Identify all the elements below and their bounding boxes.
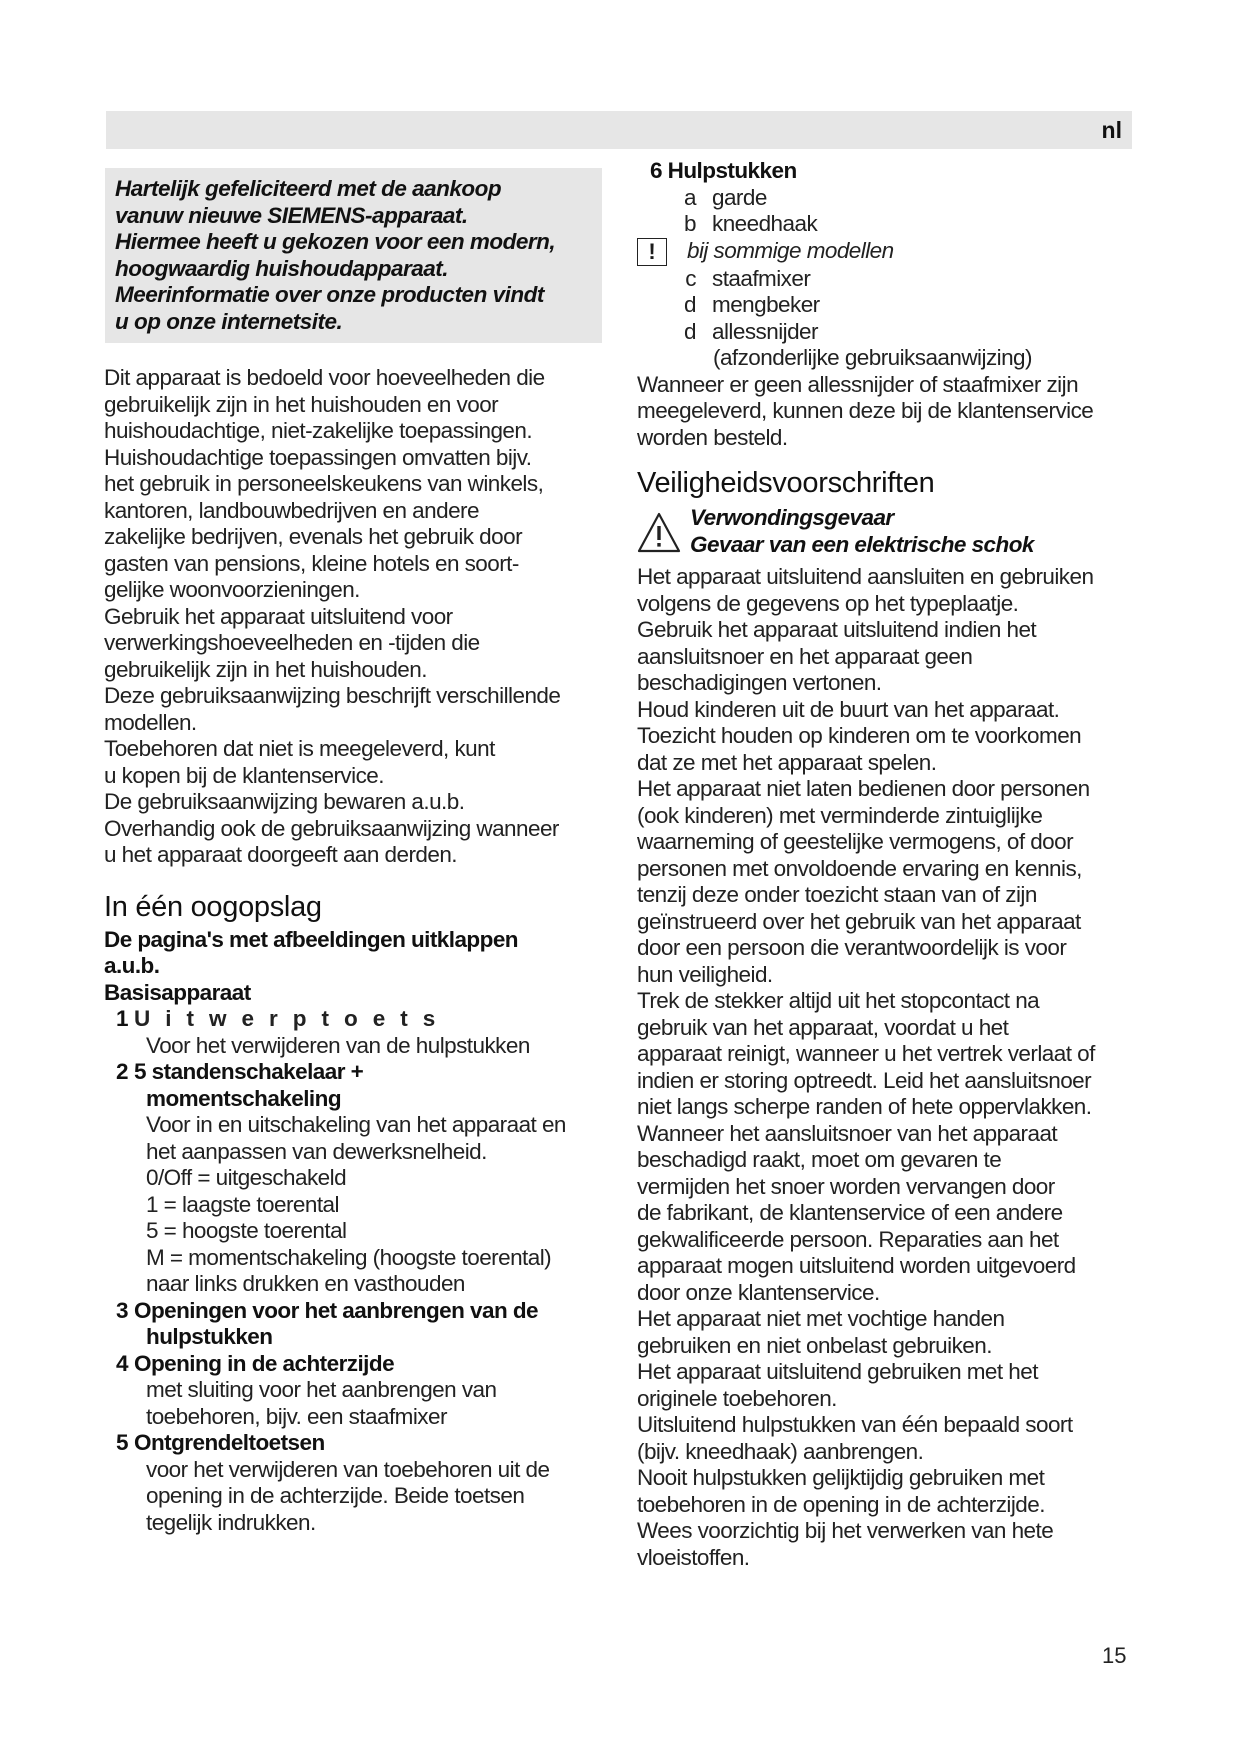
safety-heading: Veiligheidsvoorschriften: [637, 467, 935, 499]
text-line: gebruikelijk zijn in het huishouden en voor: [104, 391, 499, 417]
text-line: Hartelijk gefeliciteerd met de aankoop: [115, 176, 502, 201]
accessory-item: [637, 319, 1137, 346]
text-line: gelijke woonvoorzieningen.: [104, 577, 360, 602]
accessory-label: allessnijder: [712, 318, 818, 344]
text-line: gasten van pensions, kleine hotels en soort-: [104, 550, 519, 576]
text-line: apparaat reinigt, wanneer u het vertrek verlaat of: [637, 1041, 1095, 1066]
text-line: gebruik van het apparaat, voordat u het: [637, 1014, 1009, 1040]
text-line: Huishoudachtige toepassingen omvatten bijv.: [104, 444, 532, 470]
accessory-letter: a: [684, 184, 696, 210]
model-note: [637, 238, 1137, 266]
text-line: Het apparaat niet laten bedienen door personen: [637, 776, 1090, 801]
text-line: hoogwaardig huishoudapparaat.: [115, 255, 449, 281]
text-line: Verwondingsgevaar: [690, 505, 894, 530]
accessories-list-b: [637, 266, 1137, 346]
overview-item-1: [104, 1006, 604, 1033]
overview-item-3: [104, 1298, 604, 1325]
text-line: apparaat mogen uitsluitend worden uitgevoerd: [637, 1253, 1076, 1278]
text-line: volgens de gegevens op het typeplaatje.: [637, 590, 1019, 616]
item-title-continued: momentschakeling: [146, 1085, 342, 1111]
text-line: niet langs scherpe randen of hete oppervlakken.: [637, 1094, 1092, 1119]
overview-item-5: [104, 1430, 604, 1457]
text-line: toebehoren in de opening in de achterzijde.: [637, 1491, 1045, 1517]
text-line: Wanneer er geen allessnijder of staafmixer zijn: [637, 371, 1079, 397]
text-line: gekwalificeerde persoon. Reparaties aan het: [637, 1226, 1059, 1252]
item-number: 2: [116, 1059, 128, 1084]
item-description: voor het verwijderen van toebehoren uit de: [146, 1456, 550, 1482]
intro-text: [104, 365, 604, 869]
accessory-label: staafmixer: [712, 265, 811, 291]
text-line: u het apparaat doorgeeft aan derden.: [104, 842, 457, 867]
item-description: Voor in en uitschakeling van het apparaat en: [146, 1112, 566, 1137]
text-line: verwerkingshoeveelheden en -tijden die: [104, 630, 480, 655]
base-heading: Basisapparaat: [104, 979, 251, 1005]
accessory-item: [637, 292, 1137, 319]
item-description: 1 = laagste toerental: [146, 1191, 339, 1217]
text-line: Hiermee heeft u gekozen voor een modern,: [115, 229, 556, 254]
item-description: opening in de achterzijde. Beide toetsen: [146, 1483, 525, 1508]
item-title-continued: hulpstukken: [146, 1324, 273, 1349]
item-number: 1: [116, 1006, 128, 1031]
overview-item-4: [104, 1351, 604, 1378]
text-line: indien er storing optreedt. Leid het aansluitsnoer: [637, 1067, 1092, 1093]
text-line: De gebruiksaanwijzing bewaren a.u.b.: [104, 789, 465, 814]
warning-labels: [690, 505, 1034, 558]
text-line: geïnstrueerd over het gebruik van het apparaat: [637, 908, 1081, 934]
text-line: Gebruik het apparaat uitsluitend voor: [104, 603, 453, 629]
text-line: Gebruik het apparaat uitsluitend indien het: [637, 617, 1037, 642]
left-column: [104, 168, 604, 1536]
text-line: originele toebehoren.: [637, 1385, 837, 1411]
text-line: meegeleverd, kunnen deze bij de klantenservice: [637, 398, 1094, 423]
text-line: door onze klantenservice.: [637, 1279, 880, 1305]
item-description: Voor het verwijderen van de hulpstukken: [146, 1032, 530, 1058]
item-description: naar links drukken en vasthouden: [146, 1271, 465, 1296]
safety-text: [637, 564, 1137, 1571]
text-line: gebruiken en niet onbelast gebruiken.: [637, 1332, 992, 1358]
text-line: Dit apparaat is bedoeld voor hoeveelheden die: [104, 365, 545, 390]
accessory-label: mengbeker: [712, 292, 820, 317]
item-title: 5 standenschakelaar +: [134, 1059, 364, 1084]
warning-triangle-icon: [637, 511, 681, 555]
accessories-heading: 6 Hulpstukken: [650, 158, 797, 183]
text-line: Nooit hulpstukken gelijktijdig gebruiken met: [637, 1465, 1045, 1490]
text-line: Het apparaat niet met vochtige handen: [637, 1306, 1005, 1331]
text-line: vermijden het snoer worden vervangen door: [637, 1173, 1055, 1199]
accessory-item: [637, 185, 1137, 212]
text-line: (bijv. kneedhaak) aanbrengen.: [637, 1438, 924, 1464]
accessory-item: [637, 266, 1137, 293]
item-number: 5: [116, 1430, 128, 1455]
text-line: a.u.b.: [104, 953, 160, 978]
text-line: dat ze met het apparaat spelen.: [637, 749, 937, 775]
exclamation-icon: !: [637, 238, 667, 266]
text-line: gebruikelijk zijn in het huishouden.: [104, 656, 427, 682]
text-line: waarneming of geestelijke vermogens, of door: [637, 829, 1074, 854]
overview-heading: In één oogopslag: [104, 890, 322, 923]
language-code: nl: [1101, 117, 1122, 143]
text-line: modellen.: [104, 709, 197, 735]
text-line: aansluitsnoer en het apparaat geen: [637, 643, 973, 669]
overview-instruction: [104, 927, 604, 980]
text-line: huishoudachtige, niet-zakelijke toepassingen.: [104, 418, 533, 443]
item-title: Openingen voor het aanbrengen van de: [134, 1297, 539, 1323]
text-line: kantoren, landbouwbedrijven en andere: [104, 497, 479, 523]
text-line: beschadigingen vertonen.: [637, 670, 882, 695]
intro-box: [105, 168, 602, 343]
item-description: M = momentschakeling (hoogste toerental): [146, 1244, 552, 1270]
item-title: Uitwerptoets: [134, 1006, 451, 1031]
item-number: 3: [116, 1297, 128, 1323]
accessory-letter: d: [684, 292, 696, 317]
page-number: 15: [1102, 1643, 1127, 1668]
text-line: de fabrikant, de klantenservice of een andere: [637, 1200, 1063, 1225]
text-line: Het apparaat uitsluitend gebruiken met het: [637, 1359, 1038, 1384]
text-line: Deze gebruiksaanwijzing beschrijft verschillende: [104, 683, 561, 708]
text-line: Gevaar van een elektrische schok: [690, 531, 1034, 557]
separate-manual: (afzonderlijke gebruiksaanwijzing): [713, 345, 1032, 370]
text-line: Wees voorzichtig bij het verwerken van hete: [637, 1518, 1054, 1543]
text-line: worden besteld.: [637, 424, 788, 450]
text-line: tenzij deze onder toezicht staan van of zijn: [637, 882, 1037, 907]
overview-items: [104, 1006, 604, 1536]
text-line: Wanneer het aansluitsnoer van het apparaat: [637, 1120, 1058, 1146]
accessory-letter: b: [684, 211, 696, 236]
item-description: tegelijk indrukken.: [146, 1509, 316, 1535]
text-line: Toebehoren dat niet is meegeleverd, kunt: [104, 736, 495, 761]
item-description: met sluiting voor het aanbrengen van: [146, 1377, 497, 1402]
text-line: Meerinformatie over onze producten vindt: [115, 282, 544, 307]
warning-block: [637, 505, 1137, 558]
model-note-text: bij sommige modellen: [687, 238, 894, 264]
accessory-label: garde: [712, 184, 767, 210]
accessory-label: kneedhaak: [712, 211, 818, 236]
text-line: door een persoon die verantwoordelijk is voor: [637, 935, 1067, 960]
item-description: het aanpassen van dewerksnelheid.: [146, 1138, 487, 1164]
text-line: Trek de stekker altijd uit het stopcontact na: [637, 988, 1040, 1013]
text-line: hun veiligheid.: [637, 961, 773, 987]
item-title: Opening in de achterzijde: [134, 1350, 395, 1376]
accessories-list-a: [637, 185, 1137, 238]
order-note: [637, 372, 1137, 452]
item-description: toebehoren, bijv. een staafmixer: [146, 1403, 447, 1429]
text-line: het gebruik in personeelskeukens van winkels,: [104, 471, 544, 496]
item-description: 5 = hoogste toerental: [146, 1218, 347, 1243]
text-line: zakelijke bedrijven, evenals het gebruik door: [104, 524, 523, 549]
text-line: Toezicht houden op kinderen om te voorkomen: [637, 723, 1082, 748]
text-line: (ook kinderen) met verminderde zintuiglijke: [637, 802, 1043, 828]
accessory-item: [637, 211, 1137, 238]
item-description: 0/Off = uitgeschakeld: [146, 1165, 347, 1190]
text-line: De pagina's met afbeeldingen uitklappen: [104, 926, 518, 952]
accessory-letter: c: [685, 265, 696, 291]
right-column: [637, 158, 1137, 1571]
text-line: u kopen bij de klantenservice.: [104, 762, 384, 788]
text-line: Uitsluitend hulpstukken van één bepaald soort: [637, 1412, 1073, 1437]
text-line: Overhandig ook de gebruiksaanwijzing wanneer: [104, 815, 559, 841]
text-line: beschadigd raakt, moet om gevaren te: [637, 1147, 1002, 1172]
overview-item-2: [104, 1059, 604, 1086]
item-number: 4: [116, 1350, 128, 1376]
header-bar: [106, 111, 1132, 149]
text-line: u op onze internetsite.: [115, 308, 343, 334]
text-line: vloeistoffen.: [637, 1544, 750, 1570]
text-line: Houd kinderen uit de buurt van het apparaat.: [637, 696, 1060, 722]
text-line: vanuw nieuwe SIEMENS-apparaat.: [115, 202, 468, 228]
accessory-letter: d: [684, 318, 696, 344]
text-line: personen met onvoldoende ervaring en kennis,: [637, 855, 1082, 881]
item-title: Ontgrendeltoetsen: [134, 1430, 325, 1455]
text-line: Het apparaat uitsluitend aansluiten en gebruiken: [637, 564, 1094, 589]
